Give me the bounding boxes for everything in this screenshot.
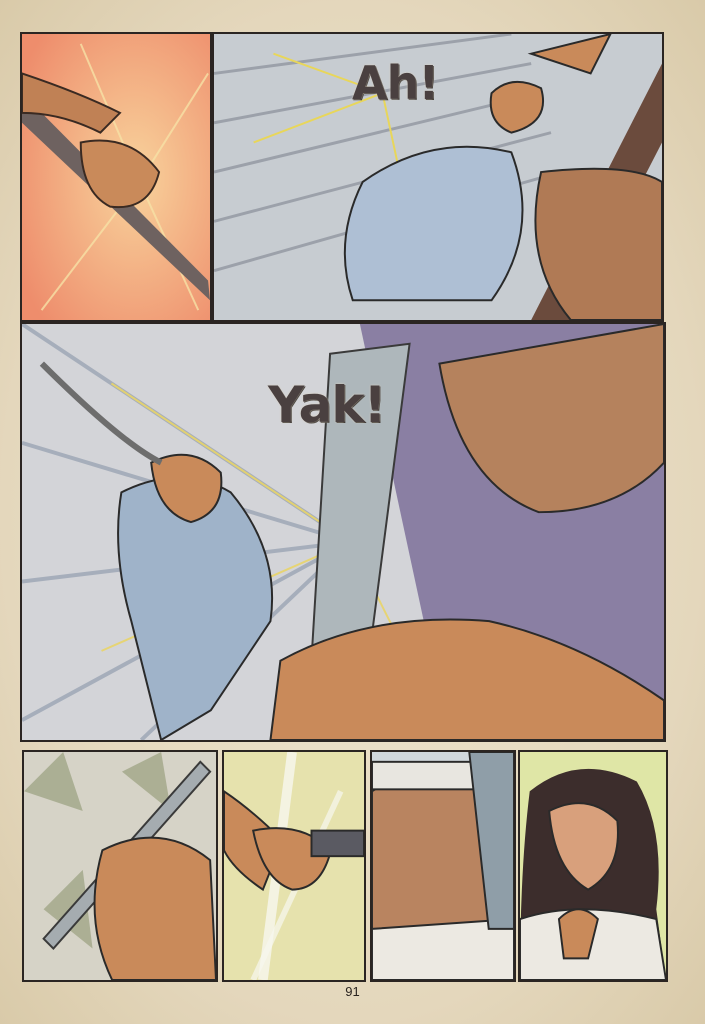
panel-7-art: [520, 752, 666, 980]
panel-3-yak: [20, 322, 666, 742]
panel-1-art: [22, 34, 210, 320]
sfx-yak: Yak!: [268, 376, 386, 434]
panel-7-woman: [518, 750, 668, 982]
sfx-ah: Ah!: [352, 56, 439, 110]
panel-5-hand-hilt: [222, 750, 366, 982]
panel-5-art: [224, 752, 364, 980]
panel-1-hand-grip: [20, 32, 212, 322]
panel-6-art: [372, 752, 514, 980]
panel-6-headband-warrior: [370, 750, 516, 982]
page-number: 91: [345, 984, 360, 999]
headband: [372, 762, 479, 790]
shouting-face: [535, 169, 662, 320]
panel-4-art: [24, 752, 216, 980]
panel-4-sword-swing: [22, 750, 218, 982]
panel-2-ah: [212, 32, 664, 322]
